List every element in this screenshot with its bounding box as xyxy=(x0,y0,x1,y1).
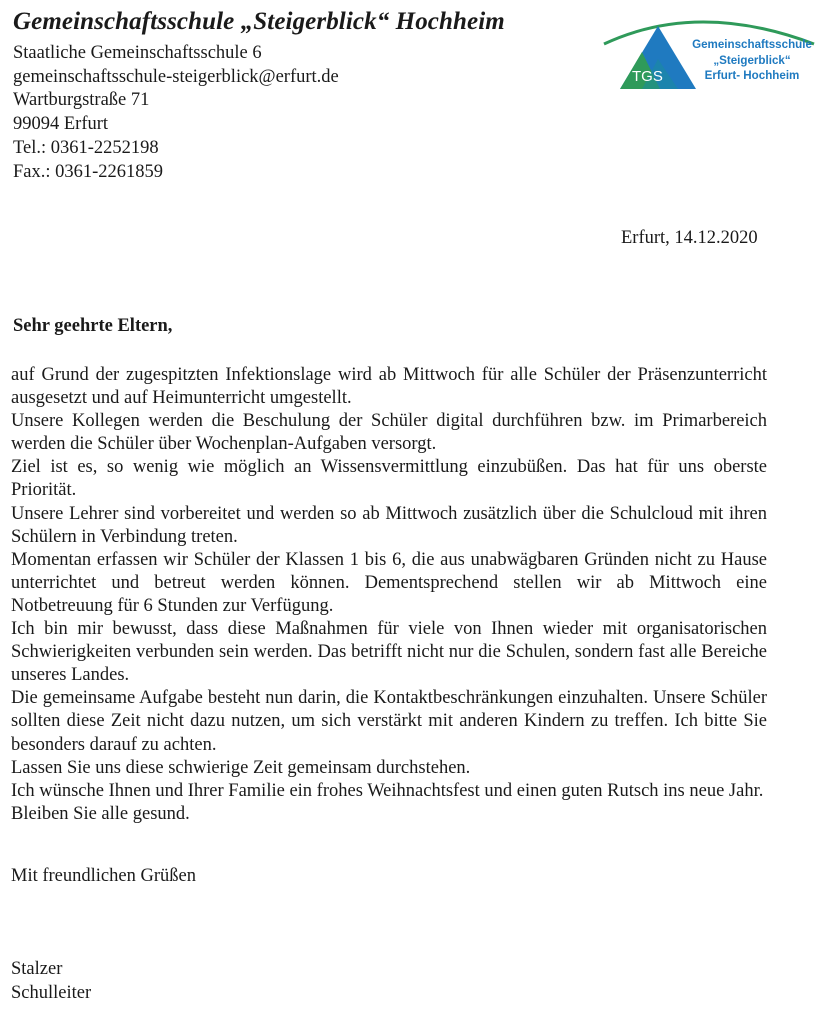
paragraph-season-greetings: Ich wünsche Ihnen und Ihrer Familie ein frohes Weihnachtsfest und einen guten Rutsch ins neue Jahr. xyxy=(11,780,764,801)
signature-block xyxy=(11,958,91,1005)
logo-line-1: Gemeinschaftsschule xyxy=(692,38,812,51)
letter-body xyxy=(11,364,767,826)
salutation: Sehr geehrte Eltern, xyxy=(13,316,173,336)
letter-date: Erfurt, 14.12.2020 xyxy=(621,228,758,248)
paragraph-digital-teaching: Unsere Kollegen werden die Beschulung der Schüler digital durchführen bzw. im Primarbereich werden die Schüler über Wochenplan-Aufgaben versorgt. xyxy=(11,411,767,455)
signer-name: Stalzer xyxy=(11,959,63,979)
logo-line-2: „Steigerblick“ xyxy=(713,53,791,67)
paragraph-goal: Ziel ist es, so wenig wie möglich an Wissensvermittlung einzubüßen. Das hat für uns oberste Priorität. xyxy=(11,457,767,501)
address-line-school-type: Staatliche Gemeinschaftsschule 6 xyxy=(13,43,262,63)
closing-phrase: Mit freundlichen Grüßen xyxy=(11,866,196,886)
address-line-email: gemeinschaftsschule-steigerblick@erfurt.de xyxy=(13,66,339,87)
address-line-city: 99094 Erfurt xyxy=(13,114,109,135)
address-line-phone: Tel.: 0361-2252198 xyxy=(13,137,159,158)
paragraph-home-schooling: auf Grund der zugespitzten Infektionslage wird ab Mittwoch für alle Schüler der Präsenzunterricht ausgesetzt und auf Heimunterricht umgestellt. xyxy=(11,365,767,409)
paragraph-emergency-care: Momentan erfassen wir Schüler der Klassen 1 bis 6, die aus unabwägbaren Gründen nicht zu Hause unterrichtet und betreut werden können. Dementsprechend stellen wir ab Mittwoch eine Notbetreuung für 6 Stunden zur Verfügung. xyxy=(11,549,767,616)
logo-caption xyxy=(688,37,816,84)
school-logo xyxy=(598,14,818,100)
address-line-street: Wartburgstraße 71 xyxy=(13,90,150,111)
paragraph-stay-healthy: Bleiben Sie alle gesund. xyxy=(11,803,190,824)
school-name-heading: Gemeinschaftsschule „Steigerblick“ Hochheim xyxy=(13,8,505,35)
paragraph-schulcloud: Unsere Lehrer sind vorbereitet und werden so ab Mittwoch zusätzlich über die Schulcloud mit ihren Schülern in Verbindung treten. xyxy=(11,503,767,547)
paragraph-difficulties: Ich bin mir bewusst, dass diese Maßnahmen für viele von Ihnen wieder mit organisatorischen Schwierigkeiten verbunden sein werden. Das betrifft nicht nur die Schulen, sondern fast alle Bereiche unseres Landes. xyxy=(11,619,767,686)
logo-abbreviation: TGS xyxy=(632,68,663,85)
paragraph-together: Lassen Sie uns diese schwierige Zeit gemeinsam durchstehen. xyxy=(11,757,471,778)
paragraph-contact-restrictions: Die gemeinsame Aufgabe besteht nun darin, die Kontaktbeschränkungen einzuhalten. Unsere Schüler sollten diese Zeit nicht dazu nutzen, um sich verstärkt mit anderen Kindern zu treffen. Ich bitte Sie besonders darauf zu achten. xyxy=(11,688,767,755)
address-line-fax: Fax.: 0361-2261859 xyxy=(13,161,164,182)
signer-title: Schulleiter xyxy=(11,982,92,1003)
logo-line-3: Erfurt- Hochheim xyxy=(704,69,800,82)
sender-address-block xyxy=(13,42,339,184)
